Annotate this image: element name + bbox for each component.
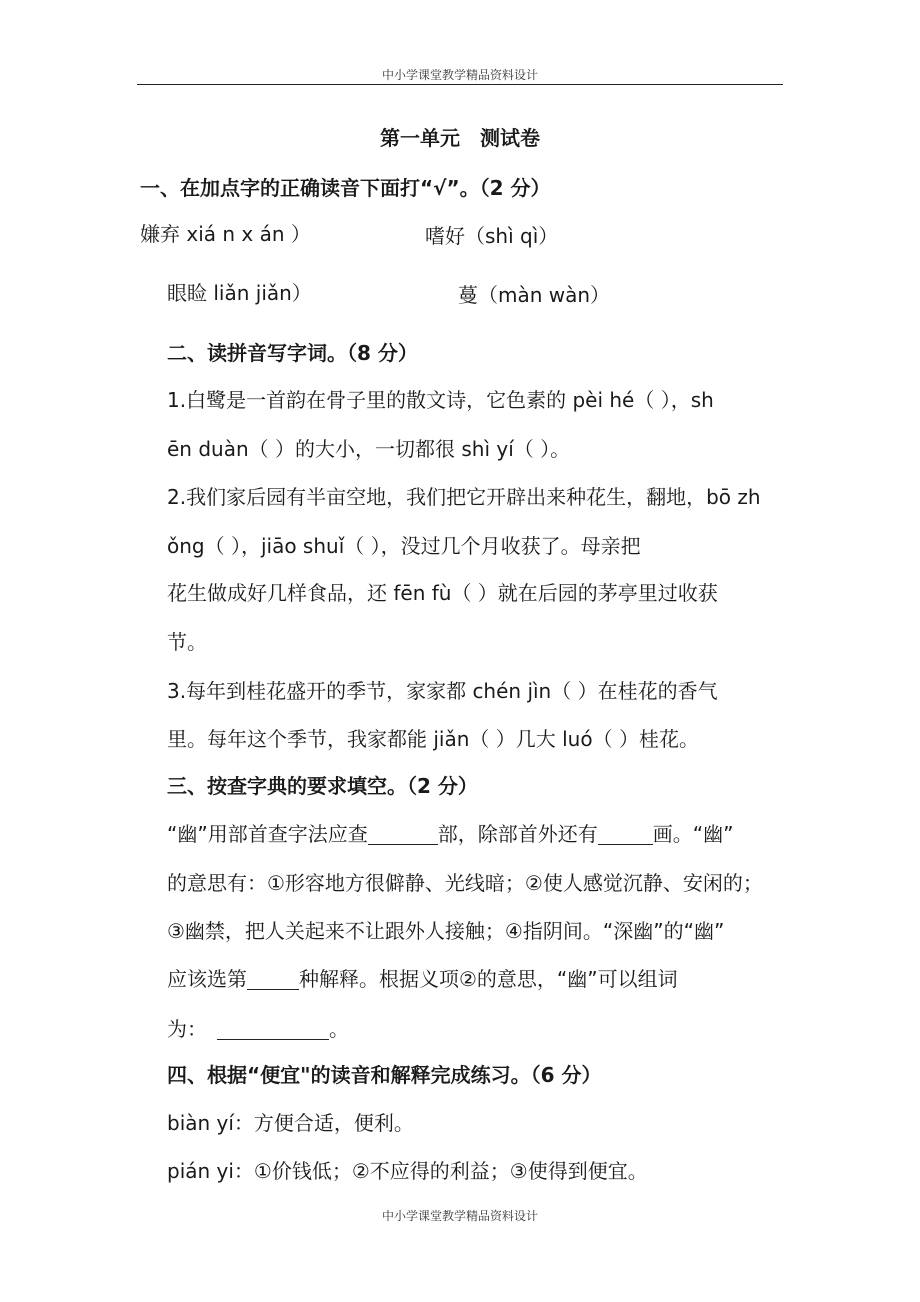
section-3-heading: 三、按查字典的要求填空。（2 分） (167, 774, 478, 798)
s3-line-4 (167, 963, 678, 992)
s2-q3-line-1: 3.每年到桂花盛开的季节，家家都 chén jìn（ ）在桂花的香气 (167, 679, 718, 703)
word-group-blank[interactable] (217, 1019, 329, 1040)
s3-line-1-part-c: 画。“幽” (652, 822, 734, 846)
s2-q3-line-2: 里。每年这个季节，我家都能 jiǎn（ ）几大 luó（ ）桂花。 (167, 727, 699, 751)
meaning-number-blank[interactable] (247, 969, 299, 990)
page-footer: 中小学课堂教学精品资料设计 (381, 1209, 538, 1223)
s3-line-4-part-b: 种解释。根据义项②的意思，“幽”可以组词 (299, 967, 678, 991)
s1-item-3: 眼睑 liǎn jiǎn） (167, 281, 312, 305)
s3-line-5 (167, 1013, 349, 1042)
s3-line-5-part-b: 。 (329, 1017, 349, 1041)
radical-blank[interactable] (368, 824, 438, 845)
s2-q1-line-2: ēn duàn（ ）的大小，一切都很 shì yí（ ）。 (167, 437, 571, 461)
s1-item-4: 蔓（màn wàn） (458, 283, 611, 307)
s1-item-2: 嗜好（shì qì） (425, 224, 559, 248)
section-1-heading: 一、在加点字的正确读音下面打“√”。（2 分） (140, 176, 551, 200)
s4-line-1: biàn yí：方便合适，便利。 (167, 1111, 414, 1135)
header-divider (137, 84, 783, 85)
s3-line-5-part-a: 为： (167, 1017, 207, 1041)
s2-q1-line-1: 1.白鹭是一首韵在骨子里的散文诗，它色素的 pèi hé（ ），sh (167, 388, 714, 412)
page-header: 中小学课堂教学精品资料设计 (381, 68, 538, 82)
s4-line-2: pián yi：①价钱低；②不应得的利益；③使得到便宜。 (167, 1159, 648, 1183)
s2-q2-line-4: 节。 (167, 630, 207, 654)
s3-line-4-part-a: 应该选第 (167, 967, 247, 991)
section-2-heading: 二、读拼音写字词。（8 分） (167, 341, 418, 365)
s2-q2-line-3: 花生做成好几样食品，还 fēn fù（ ）就在后园的茅亭里过收获 (167, 581, 718, 605)
s2-q2-line-1: 2.我们家后园有半亩空地，我们把它开辟出来种花生，翻地，bō zh (167, 485, 761, 509)
s3-line-1-part-b: 部，除部首外还有 (437, 822, 598, 846)
section-4-heading: 四、根据“便宜"的读音和解释完成练习。（6 分） (167, 1063, 602, 1087)
s3-line-1-part-a: “幽”用部首查字法应查 (167, 822, 368, 846)
stroke-count-blank[interactable] (598, 824, 653, 845)
s3-line-3: ③幽禁，把人关起来不让跟外人接触；④指阴间。“深幽”的“幽” (167, 919, 725, 943)
page-title: 第一单元 测试卷 (380, 126, 540, 150)
s3-line-2: 的意思有：①形容地方很僻静、光线暗；②使人感觉沉静、安闲的； (167, 871, 763, 895)
s3-line-1 (167, 818, 733, 847)
s2-q2-line-2: ǒng（ ），jiāo shuǐ（ ），没过几个月收获了。母亲把 (167, 534, 641, 558)
s1-item-1: 嫌弃 xiá n x án ） (140, 222, 311, 246)
